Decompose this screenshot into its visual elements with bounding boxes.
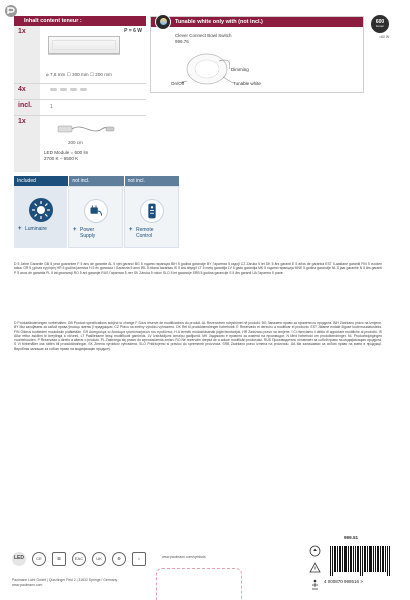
certification-icons xyxy=(12,552,146,566)
included-header: Included xyxy=(14,176,68,186)
included-table xyxy=(14,176,180,248)
specifications-text: D Produktänderungen vorbehalten. GB Product specifications subject to change F Sous réserve de modifications du produit. AL Rezervohen ndryshimet në produkt. BG Запазено право за промени по продукта. BIH Zadržano pravo na izmjene. BY Мы захоўваем за сабой права ўносіць змены ў прадукцыю. CZ Právo na změny výrobku vyhrazeno. DK Ret til produktændringer forbeholdt. E Reservado el derecho a modificar el producto. EST Jätame endale õiguse tootemuudatusteks. FIN Oikeus tuotteiden muutoksiin pidätetään. GR Διατηρούμε το δικαίωμα τροποποιήσεων του προϊόντος. H A termék módosításának jogát fenntartjuk. HR Zadržano pravo na izmjene. I Ci riserviamo il diritto di apportare modifiche al prodotto. IS Allur réttur áskilinn til breytinga á vörunni. LT Pasiliekame teisę modifikuoti gaminius. LV Izstrādājumi izmaiņu gadījumā. MK Задржано е правото за измена на производот. N Med forbehold om produktendringer. NL Productwijzigingen voorbehouden. P Reservado o direito a alterar o produto. PL Zastrzega się prawo do wprowadzenia zmian. RO Ne rezervăm dreptul de a aduce modificări produsului. RUS Производитель оставляет за собой право на модификацию продукта. S Vi förbehåller oss rätten till produktändringar. SK Zmena výrobkov vyhradená. SLO Pridržujemo si pravico do sprememb proizvoda. SRB Zadržano pravo izmena na proizvodu. UA Ми залишаємо за собою право на зміни в продукції. Виробник залишає за собою право на модифікацію продукту. xyxy=(14,321,382,351)
recycling-icon: ♻ xyxy=(112,552,126,566)
recycle-symbol-icon xyxy=(309,545,321,557)
dimming-label: Dimming xyxy=(231,67,249,72)
cable-length: 200 cm xyxy=(68,140,83,145)
barcode xyxy=(330,546,392,576)
contents-panel xyxy=(14,16,146,172)
power-rating: P = 6 W xyxy=(124,28,142,34)
led-module-lumen: LED Module = 600 lm xyxy=(44,150,89,155)
not-included-remote-control: + Remote Control xyxy=(124,186,179,248)
not-included-header: not incl. xyxy=(125,176,179,186)
sun-icon xyxy=(29,198,53,222)
contents-row-panel xyxy=(14,26,146,84)
lumen-badge xyxy=(371,15,389,33)
ce-mark-icon: CE xyxy=(32,552,46,566)
power-supply-label: Power Supply xyxy=(80,227,96,239)
switch-info xyxy=(175,33,232,45)
qty-label: incl. xyxy=(14,100,40,115)
indoor-use-icon: ⌂ xyxy=(132,552,146,566)
eac-mark-icon: EAC xyxy=(72,552,86,566)
contents-header: Inhalt content teneur : xyxy=(14,16,146,26)
contents-row-included xyxy=(14,100,146,116)
cable-icon xyxy=(56,120,116,138)
weee-bin-icon: ⊠ xyxy=(52,552,66,566)
not-included-header: not incl. xyxy=(69,176,123,186)
not-included-power-supply: + Power Supply xyxy=(68,186,123,248)
included-luminaire: + Luminaire xyxy=(14,186,67,248)
lumen-unit: lumen xyxy=(375,24,385,28)
qty-label: 1x xyxy=(14,26,40,83)
led-module-info xyxy=(44,150,88,162)
power-plug-icon xyxy=(84,199,108,223)
screws-icon xyxy=(50,88,87,91)
tunable-white-badge-icon xyxy=(155,14,171,30)
qty-label: 4x xyxy=(14,84,40,99)
tunable-white-panel xyxy=(150,16,364,93)
led-color-temp: 2700 K – 6500 K xyxy=(44,156,79,161)
panel-dimensions: ⌀ 7,6 mm ☐ 300 mm ☐ 200 mm xyxy=(46,72,112,77)
tidyman-symbol-icon xyxy=(309,578,321,590)
symbols-url[interactable]: www.paulmann.com/symbols xyxy=(162,555,206,559)
included-value: 1 xyxy=(50,104,53,110)
switch-article: 999.76 xyxy=(175,39,189,44)
led-panel-image xyxy=(48,36,120,54)
fold-cutout xyxy=(156,568,242,600)
guarantee-text: D 5 Jahre Garantie GB 5 year guarantee F 5 ans de garantie AL 5 vjet garanci BG 5 години гаранция BIH 5 godina garancije BY Гарантия 5 гадоў CZ Záruka 5 let DK 5 års garanti E 5 años de garantía EST 5-aastane garantii FIN 5 vuoden takuu GR 5 χρόνια εγγύηση HR 5 godina jamstva H 5 év garancia I Garanzia 5 anni IRL 5 bliana barántas IS 5 ára ábyrgð LT 5 metų garantija LV 5 gadu garantija MK 5 години гаранција MNE 5 godina garancije NL 5 jaar garantie N 5 års garanti P 5 anos de garantia PL 5 lat gwarancji RO 5 ani garanţie RUS Гарантия 5 лет SK Záruka 5 rokov SLO 5 let garancije SRB 5 godina garancije S 5 års garanti UA Гарантія 5 років xyxy=(14,262,382,275)
tunable-white-label: Tunable white xyxy=(233,81,261,86)
onoff-label: On/Off xyxy=(171,81,185,86)
panel-cell xyxy=(40,26,146,83)
tunable-header: Tunable white only with (not incl.) xyxy=(175,19,263,25)
watt-equivalent: =60 W xyxy=(379,35,390,39)
luminaire-label: Luminaire xyxy=(25,226,47,232)
contents-row-led-module xyxy=(14,116,146,172)
qty-label: 1x xyxy=(14,116,40,172)
remote-control-icon xyxy=(140,199,164,223)
flammable-symbol-icon xyxy=(309,562,321,574)
led-badge: LED xyxy=(12,552,26,566)
company-address: Paulmann Licht GmbH | Quezlinger Feld 2 | 31832 Springe / Germany www.paulmann.com xyxy=(12,578,118,587)
article-number: 999.51 xyxy=(344,535,359,540)
lumen-value: 600 xyxy=(375,19,385,25)
barcode-number: 4 000870 999516 > xyxy=(324,579,363,584)
switch-name: Clever Connect Bowl Switch xyxy=(175,33,232,38)
remote-control-label: Remote Control xyxy=(136,227,154,239)
ukca-mark-icon: UK xyxy=(92,552,106,566)
contents-row-screws xyxy=(14,84,146,100)
